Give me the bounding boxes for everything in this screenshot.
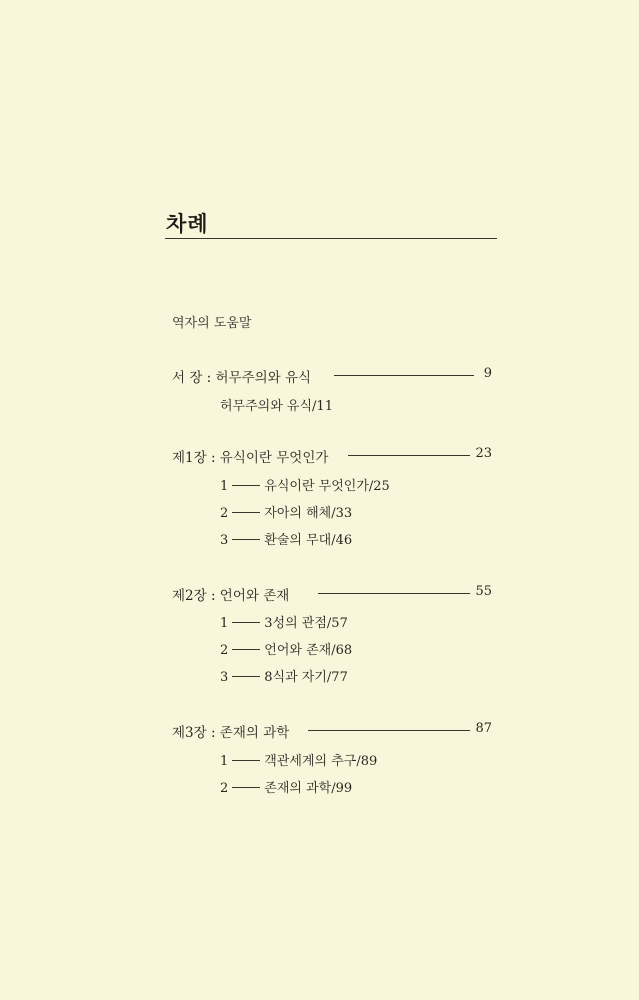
chapter-title: 서 장 : 허무주의와 유식 xyxy=(172,370,312,386)
section-title: 존재의 과학/99 xyxy=(264,781,353,796)
chapter-entry-3 xyxy=(172,721,492,741)
section-entry xyxy=(220,666,348,685)
leader-line xyxy=(348,455,470,456)
section-number: 2 xyxy=(220,506,229,521)
chapter-entry-1 xyxy=(172,446,492,466)
chapter-entry-intro xyxy=(172,366,492,386)
section-entry xyxy=(220,475,390,494)
leader-line xyxy=(334,375,474,376)
section-dash xyxy=(232,760,260,761)
section-dash xyxy=(232,622,260,623)
chapter-page-number: 87 xyxy=(475,721,492,736)
section-dash xyxy=(232,512,260,513)
section-entry xyxy=(220,502,352,521)
section-number: 3 xyxy=(220,670,229,685)
section-title: 자아의 해체/33 xyxy=(264,506,353,521)
section-number: 2 xyxy=(220,643,229,658)
leader-line xyxy=(308,730,470,731)
section-number: 1 xyxy=(220,754,229,769)
section-entry xyxy=(220,395,333,414)
section-entry xyxy=(220,612,348,631)
section-title: 환술의 무대/46 xyxy=(264,533,353,548)
section-dash xyxy=(232,485,260,486)
section-number: 1 xyxy=(220,479,229,494)
section-dash xyxy=(232,539,260,540)
section-number: 3 xyxy=(220,533,229,548)
chapter-title: 제1장 : 유식이란 무엇인가 xyxy=(172,450,329,466)
section-dash xyxy=(232,787,260,788)
chapter-page-number: 55 xyxy=(475,584,492,599)
section-entry xyxy=(220,529,352,548)
section-title: 허무주의와 유식/11 xyxy=(220,399,333,414)
chapter-page-number: 23 xyxy=(475,446,492,461)
section-entry xyxy=(220,750,377,769)
page-title: 차례 xyxy=(166,212,209,236)
section-title: 3성의 관점/57 xyxy=(264,616,348,631)
section-number: 2 xyxy=(220,781,229,796)
section-dash xyxy=(232,649,260,650)
section-dash xyxy=(232,676,260,677)
section-title: 유식이란 무엇인가/25 xyxy=(264,479,390,494)
chapter-entry-2 xyxy=(172,584,492,604)
chapter-title: 제2장 : 언어와 존재 xyxy=(172,588,290,604)
leader-line xyxy=(318,593,470,594)
chapter-title: 제3장 : 존재의 과학 xyxy=(172,725,290,741)
chapter-page-number: 9 xyxy=(483,366,492,381)
section-title: 객관세계의 추구/89 xyxy=(264,754,378,769)
title-divider xyxy=(165,238,497,239)
section-entry xyxy=(220,777,352,796)
section-number: 1 xyxy=(220,616,229,631)
preface-entry: 역자의 도움말 xyxy=(172,316,252,331)
section-entry xyxy=(220,639,352,658)
section-title: 8식과 자기/77 xyxy=(264,670,348,685)
section-title: 언어와 존재/68 xyxy=(264,643,353,658)
